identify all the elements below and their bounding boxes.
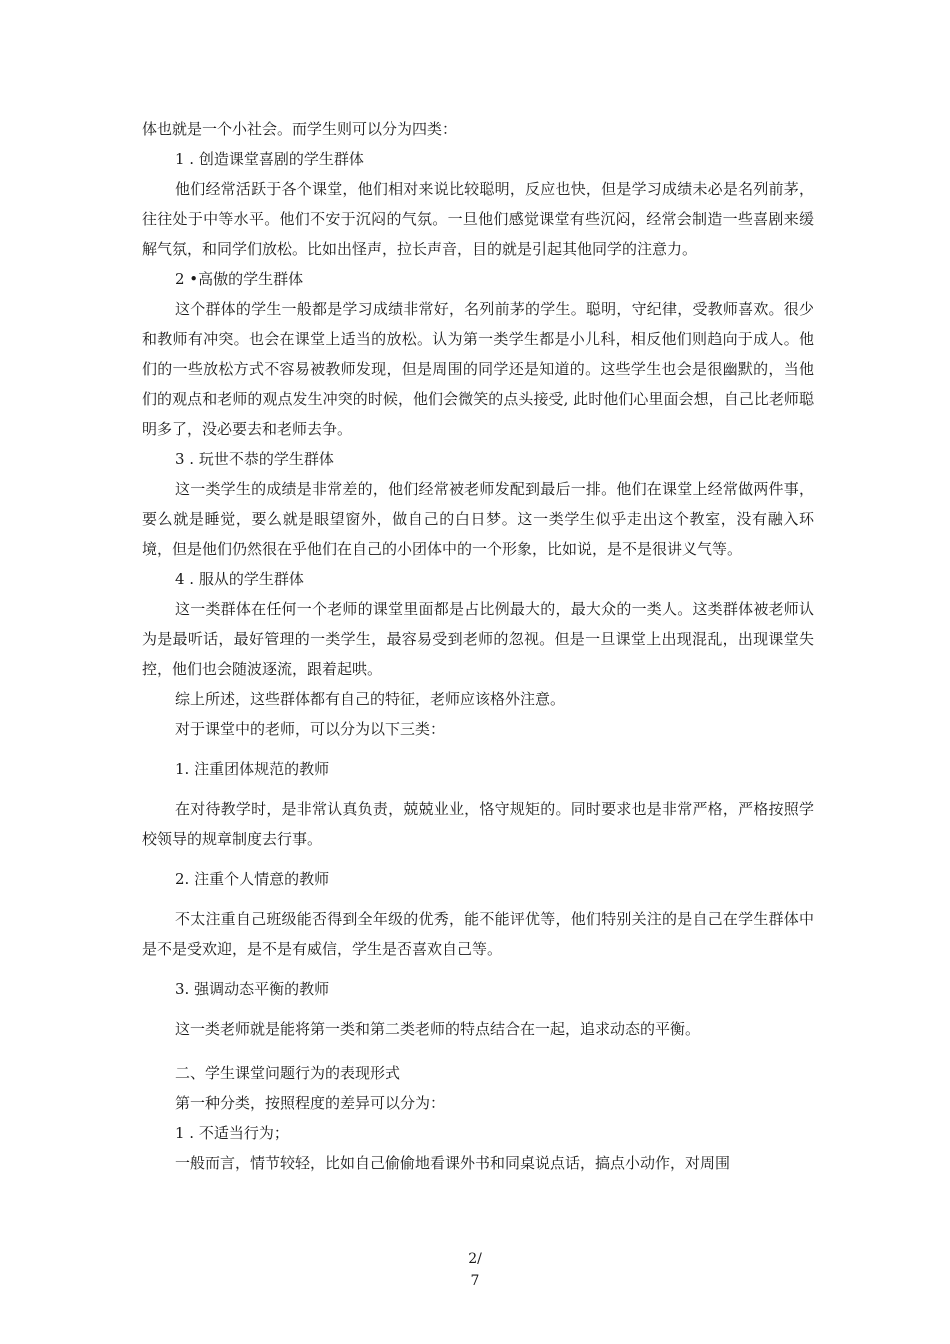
paragraph: 这一类群体在任何一个老师的课堂里面都是占比例最大的，最大众的一类人。这类群体被老师认为是最听话，最好管理的一类学生，最容易受到老师的忽视。但是一旦课堂上出现混乱，出现课堂失控，他们也会随波逐流，跟着起哄。 bbox=[142, 600, 814, 678]
paragraph: 一般而言，情节较轻，比如自己偷偷地看课外书和同桌说点话，搞点小动作，对周围 bbox=[175, 1154, 731, 1172]
paragraph: 对于课堂中的老师，可以分为以下三类： bbox=[175, 720, 446, 738]
section-heading: 1. 注重团体规范的教师 bbox=[175, 760, 330, 778]
paragraph: 他们经常活跃于各个课堂，他们相对来说比较聪明，反应也快，但是学习成绩未必是名列前茅，往往处于中等水平。他们不安于沉闷的气氛。一旦他们感觉课堂有些沉闷，经常会制造一些喜剧来缓解气氛，和同学们放松。比如出怪声，拉长声音，目的就是引起其他同学的注意力。 bbox=[142, 180, 814, 258]
paragraph: 体也就是一个小社会。而学生则可以分为四类： bbox=[142, 120, 458, 138]
section-heading: 1 . 创造课堂喜剧的学生群体 bbox=[175, 150, 364, 168]
section-heading: 1 . 不适当行为； bbox=[175, 1124, 289, 1142]
paragraph: 在对待教学时，是非常认真负责，兢兢业业，恪守规矩的。同时要求也是非常严格，严格按照学校领导的规章制度去行事。 bbox=[142, 800, 814, 848]
paragraph: 综上所述，这些群体都有自己的特征，老师应该格外注意。 bbox=[175, 690, 566, 708]
section-heading: 二、学生课堂问题行为的表现形式 bbox=[175, 1064, 401, 1082]
section-heading: 3 . 玩世不恭的学生群体 bbox=[175, 450, 334, 468]
section-heading: 2 •高傲的学生群体 bbox=[175, 270, 304, 288]
document-body bbox=[142, 114, 814, 1178]
paragraph: 这一类学生的成绩是非常差的，他们经常被老师发配到最后一排。他们在课堂上经常做两件事，要么就是睡觉，要么就是眼望窗外，做自己的白日梦。这一类学生似乎走出这个教室，没有融入环境，但是他们仍然很在乎他们在自己的小团体中的一个形象，比如说，是不是很讲义气等。 bbox=[142, 480, 814, 558]
paragraph: 这一类老师就是能将第一类和第二类老师的特点结合在一起，追求动态的平衡。 bbox=[175, 1020, 701, 1038]
section-heading: 3. 强调动态平衡的教师 bbox=[175, 980, 330, 998]
page-footer bbox=[0, 1248, 950, 1292]
page-total: 7 bbox=[470, 1273, 480, 1289]
section-heading: 2. 注重个人情意的教师 bbox=[175, 870, 330, 888]
section-heading: 第一种分类，按照程度的差异可以分为： bbox=[175, 1094, 446, 1112]
section-heading: 4 . 服从的学生群体 bbox=[175, 570, 304, 588]
paragraph: 这个群体的学生一般都是学习成绩非常好，名列前茅的学生。聪明，守纪律，受教师喜欢。很少和教师有冲突。也会在课堂上适当的放松。认为第一类学生都是小儿科，相反他们则趋向于成人。他们的一些放松方式不容易被教师发现，但是周围的同学还是知道的。这些学生也会是很幽默的，当他们的观点和老师的观点发生冲突的时候，他们会微笑的点头接受, 此时他们心里面会想，自己比老师聪明多了，没必要去和老师去争。 bbox=[142, 300, 814, 438]
paragraph: 不太注重自己班级能否得到全年级的优秀，能不能评优等，他们特别关注的是自己在学生群体中是不是受欢迎，是不是有威信，学生是否喜欢自己等。 bbox=[142, 910, 814, 958]
page-number: 2/ bbox=[468, 1251, 482, 1267]
